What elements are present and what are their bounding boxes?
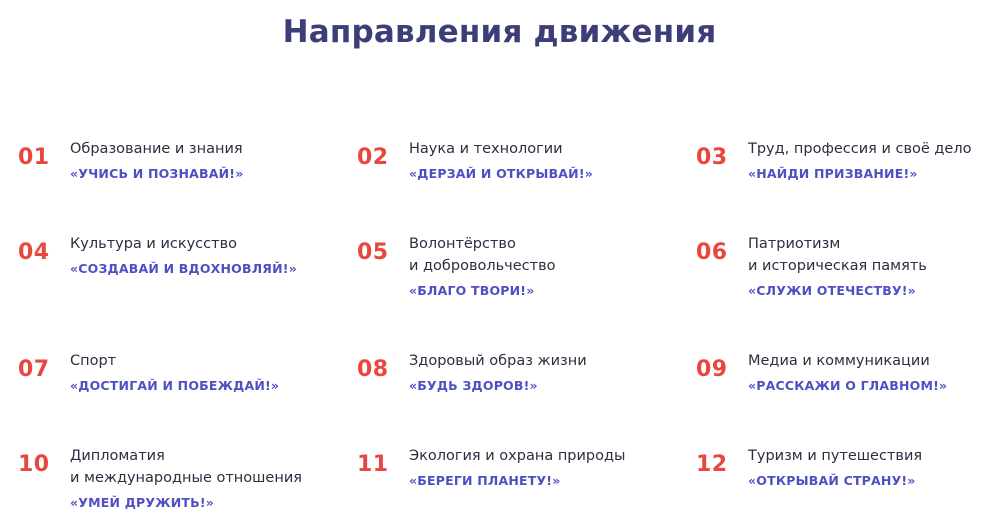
direction-name: Туризм и путешествия [748,448,923,464]
direction-motto: «СЛУЖИ ОТЕЧЕСТВУ!» [748,283,916,298]
direction-name: Дипломатия [70,448,165,464]
direction-name: Здоровый образ жизни [409,353,587,369]
direction-name: и международные отношения [70,470,302,486]
direction-motto: «ОТКРЫВАЙ СТРАНУ!» [748,473,916,488]
direction-motto: «БЛАГО ТВОРИ!» [409,283,535,298]
direction-motto: «ДОСТИГАЙ И ПОБЕЖДАЙ!» [70,378,280,393]
direction-name: Труд, профессия и своё дело [748,141,972,157]
direction-name: и добровольчество [409,258,556,274]
direction-motto: «УЧИСЬ И ПОЗНАВАЙ!» [70,166,244,181]
direction-number: 08 [357,357,389,382]
direction-name: Патриотизм [748,236,841,252]
direction-text [70,138,330,183]
direction-name: Культура и искусство [70,236,237,252]
direction-name: Спорт [70,353,117,369]
direction-number: 02 [357,145,389,170]
direction-motto: «БУДЬ ЗДОРОВ!» [409,378,538,393]
direction-number: 04 [18,240,50,265]
direction-number: 03 [696,145,728,170]
page-title: Направления движения [282,14,717,50]
direction-motto: «УМЕЙ ДРУЖИТЬ!» [70,495,215,510]
direction-text [748,445,999,490]
direction-motto: «РАССКАЖИ О ГЛАВНОМ!» [748,378,948,393]
direction-text [409,445,669,490]
direction-number: 06 [696,240,728,265]
direction-text [409,233,669,300]
direction-number: 11 [357,452,389,477]
direction-text [70,233,330,278]
direction-text [748,350,999,395]
direction-text [409,138,669,183]
direction-text [70,445,330,512]
direction-motto: «СОЗДАВАЙ И ВДОХНОВЛЯЙ!» [70,261,297,276]
direction-name: Медиа и коммуникации [748,353,930,369]
direction-number: 09 [696,357,728,382]
direction-name: Экология и охрана природы [409,448,626,464]
direction-number: 05 [357,240,389,265]
direction-name: и историческая память [748,258,927,274]
direction-number: 01 [18,145,50,170]
direction-name: Наука и технологии [409,141,563,157]
direction-text [70,350,330,395]
direction-motto: «БЕРЕГИ ПЛАНЕТУ!» [409,473,561,488]
direction-name: Волонтёрство [409,236,516,252]
direction-name: Образование и знания [70,141,243,157]
direction-number: 07 [18,357,50,382]
direction-number: 12 [696,452,728,477]
direction-motto: «НАЙДИ ПРИЗВАНИЕ!» [748,166,918,181]
direction-text [409,350,669,395]
direction-text [748,138,999,183]
direction-text [748,233,999,300]
direction-number: 10 [18,452,50,477]
direction-motto: «ДЕРЗАЙ И ОТКРЫВАЙ!» [409,166,594,181]
